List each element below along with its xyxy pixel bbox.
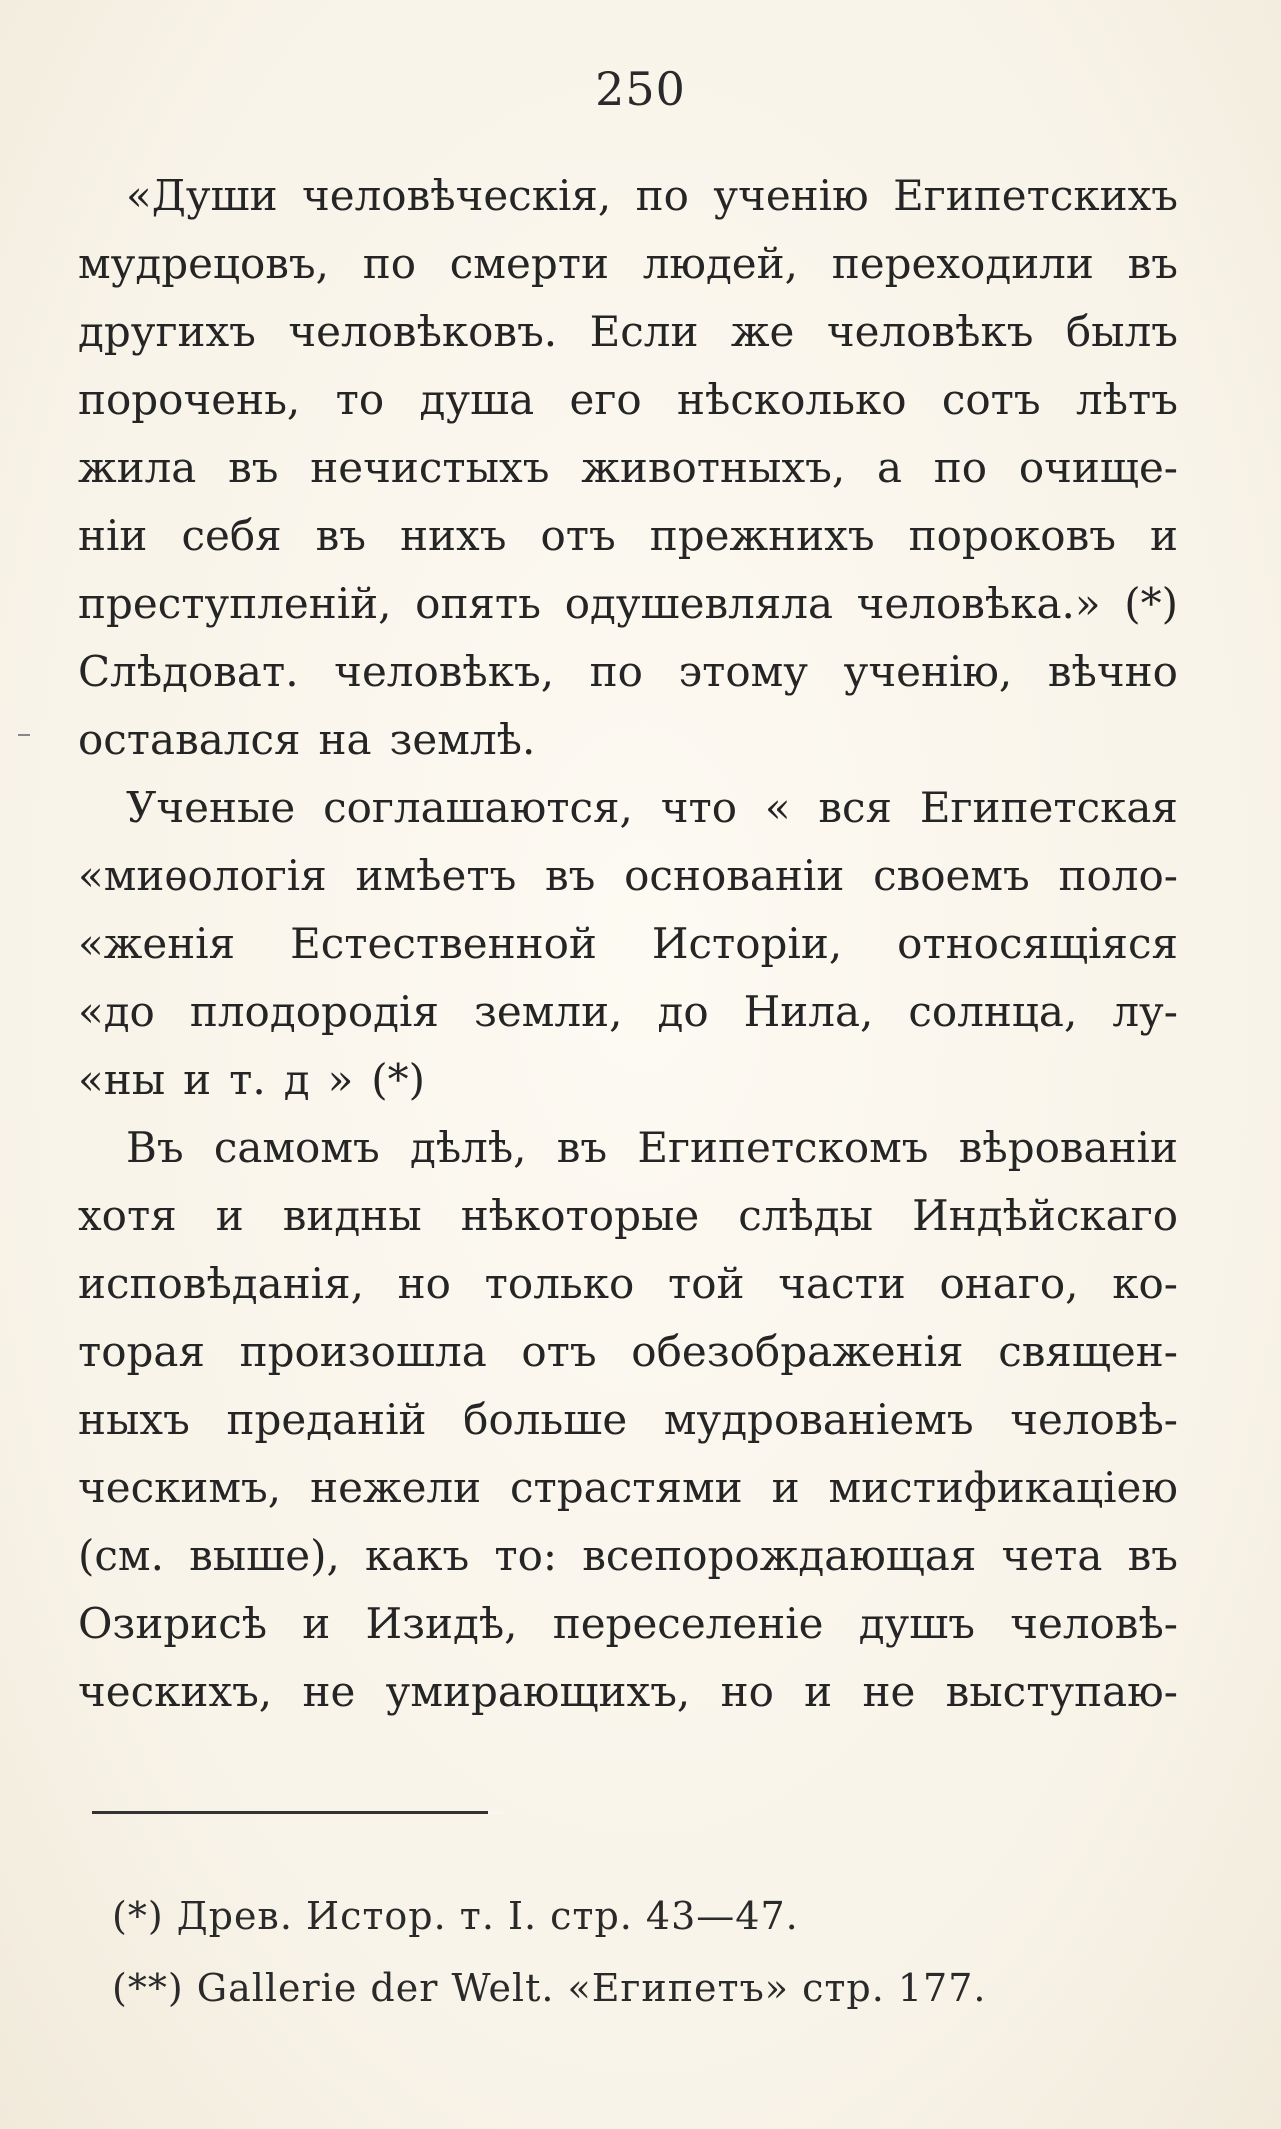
- word: Слѣдоват.: [78, 647, 299, 696]
- word: Индѣйскаго: [912, 1191, 1178, 1240]
- text-line: [78, 1318, 1178, 1386]
- word: страстями: [510, 1463, 743, 1512]
- word: въ: [545, 851, 596, 900]
- word: плодородія: [189, 987, 439, 1036]
- word: соглашаются,: [323, 783, 633, 832]
- text-line: [78, 502, 1178, 570]
- word: т.: [229, 1055, 266, 1104]
- margin-mark: [18, 734, 30, 736]
- body-text: [78, 162, 1178, 1726]
- word: «: [764, 783, 791, 832]
- word: переходили: [831, 239, 1094, 288]
- word: Естественной: [290, 919, 597, 968]
- word: землѣ.: [389, 715, 536, 764]
- word: ческихъ,: [78, 1667, 273, 1716]
- word: одушевляла: [564, 579, 833, 628]
- word: людей,: [642, 239, 799, 288]
- word: слѣды: [738, 1191, 874, 1240]
- text-line: [78, 1454, 1178, 1522]
- word: самомъ: [213, 1123, 380, 1172]
- word: лу-: [1112, 987, 1178, 1036]
- word: нежели: [310, 1463, 482, 1512]
- word: имѣетъ: [355, 851, 517, 900]
- word: по: [933, 443, 988, 492]
- word: произошла: [239, 1327, 487, 1376]
- word: «миѳологія: [78, 851, 327, 900]
- text-line: [78, 230, 1178, 298]
- word: выше),: [189, 1531, 340, 1580]
- word: поло-: [1058, 851, 1178, 900]
- word: Изидѣ,: [365, 1599, 518, 1648]
- word: умирающихъ,: [385, 1667, 691, 1716]
- word: въ: [1127, 239, 1178, 288]
- word: но: [397, 1259, 451, 1308]
- word: «Души: [126, 171, 278, 220]
- word: преданій: [226, 1395, 427, 1444]
- word: хотя: [78, 1191, 177, 1240]
- word: до: [657, 987, 709, 1036]
- text-line: [78, 1522, 1178, 1590]
- word: ныхъ: [78, 1395, 190, 1444]
- word: и: [215, 1191, 244, 1240]
- word: пороковъ: [908, 511, 1116, 560]
- word: то:: [494, 1531, 558, 1580]
- text-line: [78, 1590, 1178, 1658]
- word: что: [660, 783, 738, 832]
- word: по: [635, 171, 689, 220]
- word: сотъ: [941, 375, 1041, 424]
- word: Египетскомъ: [637, 1123, 929, 1172]
- word: человѣка.»: [856, 579, 1101, 628]
- word: человѣковъ.: [288, 307, 558, 356]
- word: мудрецовъ,: [78, 239, 329, 288]
- text-line: [78, 706, 1178, 774]
- footnote: (*) Древ. Истор. т. I. стр. 43—47.: [112, 1894, 799, 1938]
- word: ко-: [1112, 1259, 1178, 1308]
- word: Озирисѣ: [78, 1599, 268, 1648]
- footnote: (**) Gallerie der Welt. «Египетъ» стр. 177.: [112, 1966, 987, 2010]
- word: относящіяся: [897, 919, 1178, 968]
- word: переселеніе: [552, 1599, 824, 1648]
- word: Египетская: [919, 783, 1178, 832]
- word: и: [1149, 511, 1178, 560]
- word: земли,: [473, 987, 623, 1036]
- word: видны: [282, 1191, 422, 1240]
- word: нѣсколько: [677, 375, 907, 424]
- text-line: [78, 1658, 1178, 1726]
- word: основаніи: [624, 851, 845, 900]
- text-line: [78, 1046, 1178, 1114]
- word: смерти: [449, 239, 609, 288]
- word: (см.: [78, 1531, 164, 1580]
- word: Египетскихъ: [893, 171, 1178, 220]
- word: и: [804, 1667, 833, 1716]
- word: ческимъ,: [78, 1463, 282, 1512]
- word: Если: [589, 307, 699, 356]
- word: его: [569, 375, 642, 424]
- word: прежнихъ: [649, 511, 875, 560]
- text-line: [78, 774, 1178, 842]
- word: какъ: [364, 1531, 470, 1580]
- word: этому: [678, 647, 808, 696]
- word: вся: [818, 783, 893, 832]
- word: душъ: [858, 1599, 976, 1648]
- word: онаго,: [939, 1259, 1079, 1308]
- word: «ны: [78, 1055, 166, 1104]
- text-line: [78, 978, 1178, 1046]
- word: преступленій,: [78, 579, 392, 628]
- footnote-rule: [92, 1811, 502, 1814]
- word: «до: [78, 987, 155, 1036]
- word: въ: [315, 511, 367, 560]
- word: животныхъ,: [581, 443, 846, 492]
- text-line: [78, 298, 1178, 366]
- word: лѣтъ: [1075, 375, 1178, 424]
- word: священ-: [998, 1327, 1178, 1376]
- word: «женія: [78, 919, 236, 968]
- word: на: [318, 715, 372, 764]
- word: ученію,: [843, 647, 1013, 696]
- word: вѣрованіи: [958, 1123, 1178, 1172]
- text-line: [78, 638, 1178, 706]
- word: человѣ-: [1010, 1395, 1178, 1444]
- word: Нила,: [743, 987, 874, 1036]
- word: нечистыхъ: [310, 443, 550, 492]
- word: той: [668, 1259, 745, 1308]
- text-line: [78, 1182, 1178, 1250]
- word: но: [720, 1667, 774, 1716]
- word: мудрованіемъ: [663, 1395, 974, 1444]
- page-number: 250: [595, 62, 686, 116]
- word: душа: [419, 375, 535, 424]
- word: (*): [1124, 579, 1178, 628]
- word: человѣ-: [1010, 1599, 1178, 1648]
- word: былъ: [1065, 307, 1178, 356]
- word: другихъ: [78, 307, 256, 356]
- text-line: [78, 1250, 1178, 1318]
- word: вѣчно: [1047, 647, 1178, 696]
- word: чета: [1001, 1531, 1103, 1580]
- word: человѣкъ,: [334, 647, 555, 696]
- text-line: [78, 434, 1178, 502]
- text-line: [78, 842, 1178, 910]
- word: мистификаціею: [828, 1463, 1178, 1512]
- word: въ: [228, 443, 279, 492]
- word: человѣческія,: [302, 171, 612, 220]
- word: опять: [415, 579, 542, 628]
- word: обезображенія: [631, 1327, 964, 1376]
- word: то: [335, 375, 385, 424]
- word: Исторіи,: [651, 919, 843, 968]
- text-line: [78, 162, 1178, 230]
- word: не: [302, 1667, 356, 1716]
- footnote-rule-gap: [488, 1811, 504, 1814]
- text-line: [78, 570, 1178, 638]
- word: въ: [1127, 1531, 1178, 1580]
- word: всепорождающая: [582, 1531, 977, 1580]
- word: дѣлѣ,: [409, 1123, 527, 1172]
- word: »: [327, 1055, 354, 1104]
- word: нѣкоторые: [460, 1191, 700, 1240]
- word: выступаю-: [945, 1667, 1178, 1716]
- word: по: [362, 239, 417, 288]
- word: и: [183, 1055, 212, 1104]
- word: исповѣданія,: [78, 1259, 364, 1308]
- word: а: [876, 443, 903, 492]
- word: ніи: [78, 511, 148, 560]
- word: отъ: [521, 1327, 597, 1376]
- word: Въ: [126, 1123, 184, 1172]
- word: части: [778, 1259, 906, 1308]
- word: порочень,: [78, 375, 301, 424]
- word: и: [771, 1463, 800, 1512]
- footnotes: [112, 1880, 1112, 2024]
- word: Ученые: [126, 783, 296, 832]
- word: жила: [78, 443, 197, 492]
- word: же: [730, 307, 795, 356]
- text-line: [78, 1114, 1178, 1182]
- word: солнца,: [908, 987, 1078, 1036]
- word: отъ: [540, 511, 616, 560]
- word: больше: [463, 1395, 628, 1444]
- word: своемъ: [873, 851, 1030, 900]
- word: только: [484, 1259, 635, 1308]
- word: оставался: [78, 715, 301, 764]
- word: не: [862, 1667, 916, 1716]
- word: торая: [78, 1327, 205, 1376]
- text-line: [78, 1386, 1178, 1454]
- word: въ: [556, 1123, 608, 1172]
- word: д: [283, 1055, 310, 1104]
- word: нихъ: [400, 511, 507, 560]
- word: очище-: [1018, 443, 1178, 492]
- word: (*): [371, 1055, 426, 1104]
- word: ученію: [713, 171, 869, 220]
- word: и: [302, 1599, 331, 1648]
- text-line: [78, 366, 1178, 434]
- word: человѣкъ: [826, 307, 1034, 356]
- word: себя: [181, 511, 282, 560]
- text-line: [78, 910, 1178, 978]
- word: по: [589, 647, 643, 696]
